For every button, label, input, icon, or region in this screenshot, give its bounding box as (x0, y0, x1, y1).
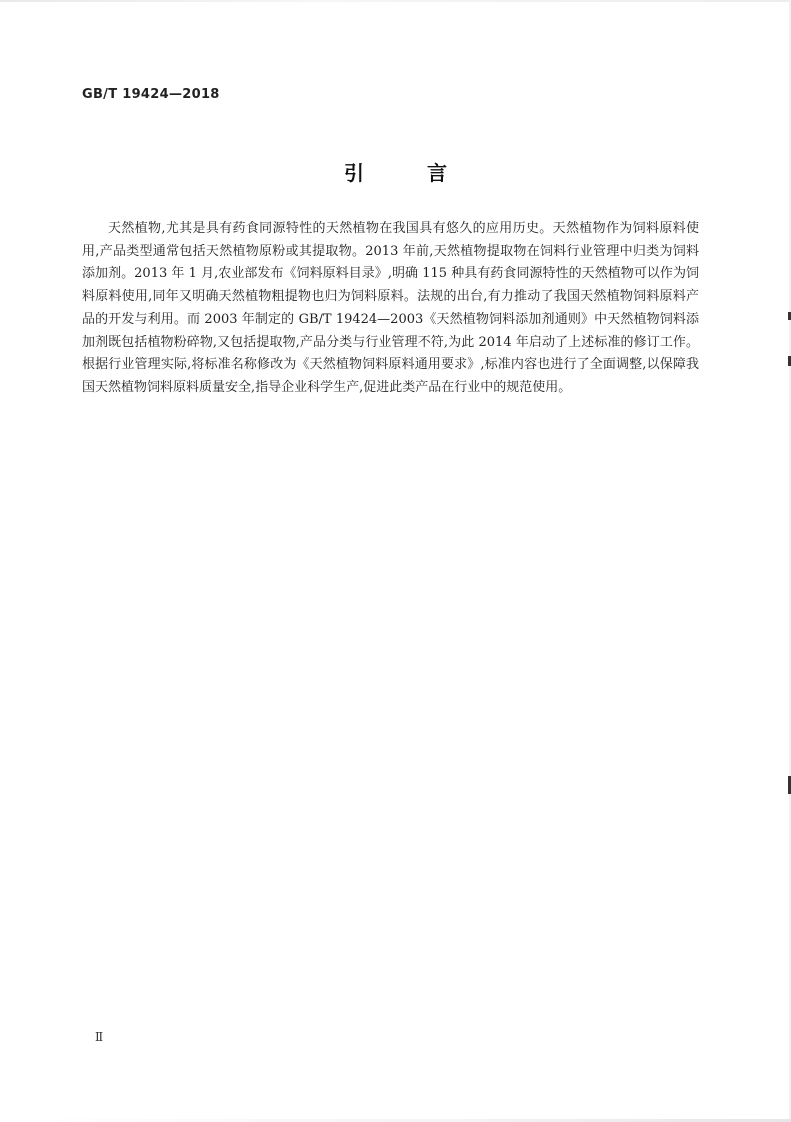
scan-edge-top (0, 0, 791, 2)
page-number: Ⅱ (95, 1030, 104, 1044)
standard-code: GB/T 19424—2018 (82, 87, 220, 102)
introduction-paragraph: 天然植物,尤其是具有药食同源特性的天然植物在我国具有悠久的应用历史。天然植物作为饲料原料使用,产品类型通常包括天然植物原粉或其提取物。2013 年前,天然植物提取物在饲料行业管理中归类为饲料添加剂。2013 年 1 月,农业部发布《饲料原料目录》,明确 115 种具有药食同源特性的天然植物可以作为饲料原料使用,同年又明确天然植物粗提物也归为饲料原料。法规的出台,有力推动了我国天然植物饲料原料产品的开发与利用。而 2003 年制定的 GB/T 19424—2003《天然植物饲料添加剂通则》中天然植物饲料添加剂既包括植物粉碎物,又包括提取物,产品分类与行业管理不符,为此 2014 年启动了上述标准的修订工作。根据行业管理实际,将标准名称修改为《天然植物饲料原料通用要求》,标准内容也进行了全面调整,以保障我国天然植物饲料原料质量安全,指导企业科学生产,促进此类产品在行业中的规范使用。 (82, 221, 699, 395)
section-title: 引 言 (344, 161, 475, 185)
